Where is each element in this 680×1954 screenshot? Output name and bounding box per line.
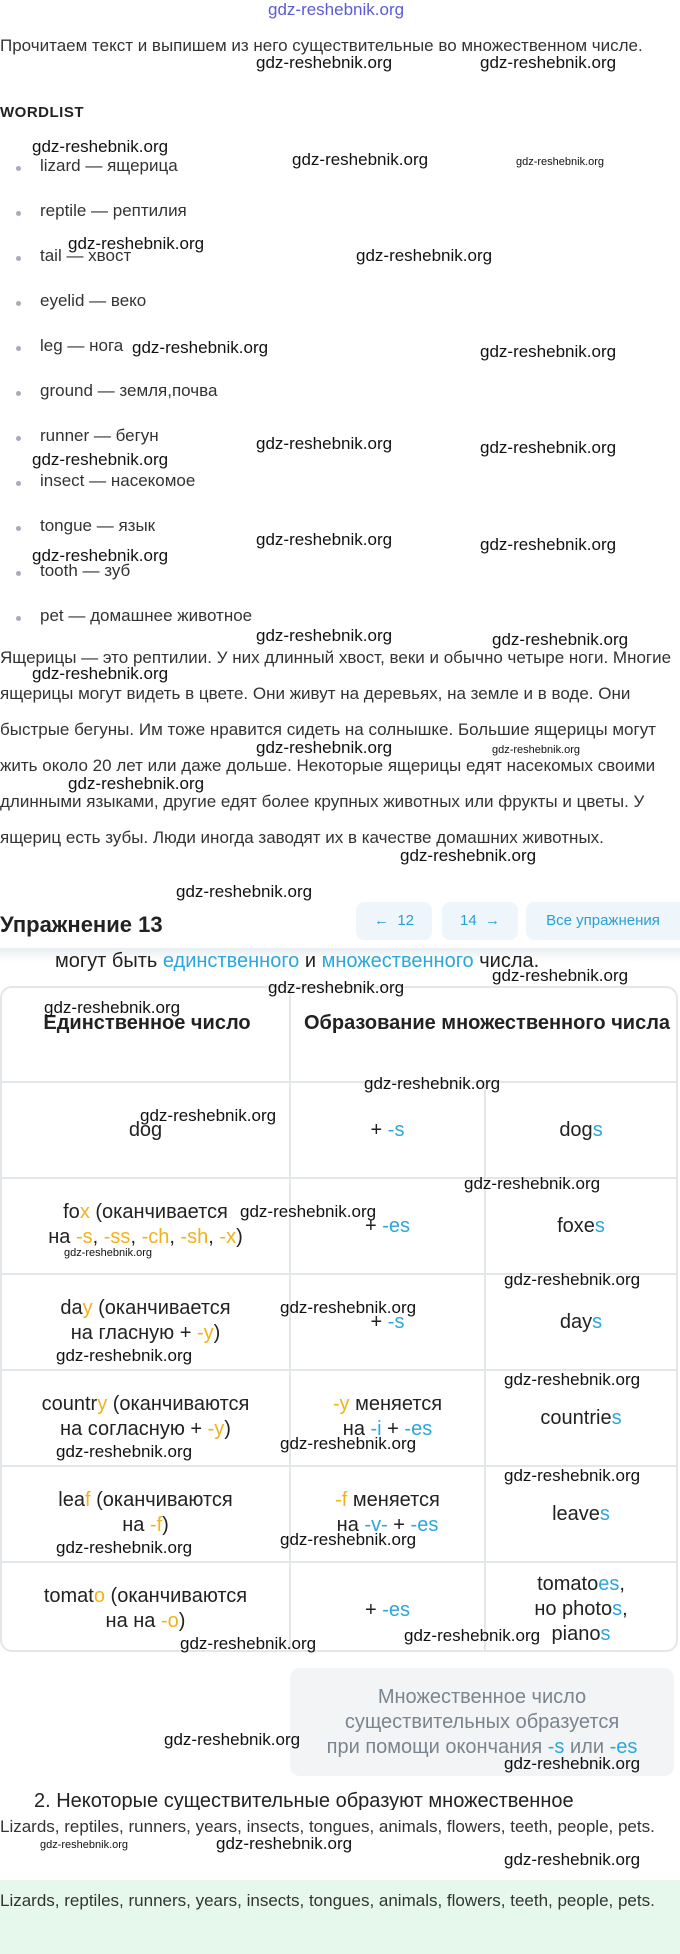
story-text: Ящерицы — это рептилии. У них длинный хвост, веки и обычно четыре ноги. Многие ящерицы могут видеть в цвете. Они живут на деревьях, на земле и в воде. Они быстрые бегуны. Им тоже нравится сидеть на солнышке. Большие ящерицы могут жить около 20 лет или даже дольше. Некоторые ящерицы едят насекомых своими длинными языками, другие едят более крупных животных или фрукты и цветы. У ящериц есть зубы. Люди иногда заводят их в качестве домашних животных. — [0, 648, 672, 847]
watermark: gdz-reshebnik.org — [480, 438, 617, 457]
next-exercise-button[interactable]: 14 → — [442, 902, 518, 940]
table-cell-rule: -f меняется на -v- + -es — [335, 1489, 440, 1536]
answer-highlight-text: Lizards, reptiles, runners, years, insects, tongues, animals, flowers, teeth, people, pets. — [0, 1891, 655, 1910]
prev-exercise-button[interactable]: ← 12 — [356, 902, 432, 940]
table-header-plural: Образование множественного числа — [303, 1012, 671, 1034]
watermark: gdz-reshebnik.org — [404, 1626, 541, 1645]
watermark: gdz-reshebnik.org — [292, 150, 429, 169]
table-cell-singular: dog — [128, 1119, 163, 1141]
watermark: gdz-reshebnik.org — [32, 664, 169, 683]
list-item: ground — земля,почва — [20, 381, 217, 401]
table-cell-plural: tomatoes, но photos, pianos — [534, 1573, 628, 1645]
watermark: gdz-reshebnik.org — [44, 998, 181, 1017]
table-cell-plural: foxes — [557, 1215, 605, 1237]
watermark: gdz-reshebnik.org — [464, 1174, 601, 1193]
table-cell-singular: tomato (оканчиваются на на -o) — [43, 1585, 248, 1632]
watermark: gdz-reshebnik.org — [268, 978, 405, 997]
table-cell-rule: + -s — [370, 1311, 405, 1333]
watermark: gdz-reshebnik.org — [400, 846, 537, 865]
list-item: tongue — язык — [20, 516, 155, 536]
table-cell-singular: country (оканчиваются на согласную + -y) — [41, 1393, 250, 1440]
watermark: gdz-reshebnik.org — [56, 1346, 193, 1365]
watermark: gdz-reshebnik.org — [256, 530, 393, 549]
table-cell-plural: dogs — [559, 1119, 603, 1141]
watermark: gdz-reshebnik.org — [504, 1754, 641, 1773]
watermark: gdz-reshebnik.org — [132, 338, 269, 357]
table-cell-plural: countries — [540, 1407, 622, 1429]
table-header-singular: Единственное число — [43, 1012, 251, 1034]
list-item: tooth — зуб — [20, 561, 130, 581]
watermark: gdz-reshebnik.org — [480, 53, 617, 72]
watermark: gdz-reshebnik.org — [140, 1106, 277, 1125]
table-cell-singular: day (оканчивается на гласную + -y) — [60, 1297, 231, 1344]
watermark: gdz-reshebnik.org — [504, 1270, 641, 1289]
watermark: gdz-reshebnik.org — [256, 626, 393, 645]
watermark: gdz-reshebnik.org — [180, 1634, 317, 1653]
watermark: gdz-reshebnik.org — [68, 234, 205, 253]
list-item: runner — бегун — [20, 426, 159, 446]
watermark: gdz-reshebnik.org — [356, 246, 493, 265]
watermark: gdz-reshebnik.org — [256, 53, 393, 72]
table-cell-plural: leaves — [552, 1503, 610, 1525]
watermark: gdz-reshebnik.org — [64, 1247, 153, 1259]
table-cell-singular: fox (оканчивается на -s, -ss, -ch, -sh, -x) — [48, 1201, 243, 1248]
all-exercises-button[interactable]: Все упражнения — [526, 902, 680, 940]
list-item: insect — насекомое — [20, 471, 195, 491]
watermark: gdz-reshebnik.org — [480, 535, 617, 554]
watermark: gdz-reshebnik.org — [256, 434, 393, 453]
watermark: gdz-reshebnik.org — [280, 1530, 417, 1549]
watermark: gdz-reshebnik.org — [268, 0, 405, 19]
arrow-right-icon: → — [485, 912, 501, 929]
watermark: gdz-reshebnik.org — [280, 1434, 417, 1453]
table-cell-rule: + -es — [364, 1599, 411, 1621]
watermark: gdz-reshebnik.org — [68, 774, 205, 793]
cut-text-2: 2. Некоторые существительные образуют множественное — [34, 1790, 574, 1810]
watermark: gdz-reshebnik.org — [32, 546, 169, 565]
table-cell-rule: + -es — [364, 1215, 411, 1237]
rule-note: Множественное число существительных образуется при помощи окончания -s или -es — [290, 1668, 674, 1776]
answer-text: Lizards, reptiles, runners, years, insects, tongues, animals, flowers, teeth, people, pets. — [0, 1817, 655, 1836]
cut-text: могут быть единственного и множественного числа. — [55, 950, 540, 972]
watermark: gdz-reshebnik.org — [40, 1839, 129, 1851]
watermark: gdz-reshebnik.org — [504, 1370, 641, 1389]
watermark: gdz-reshebnik.org — [164, 1730, 301, 1749]
table-cell-rule: + -s — [370, 1119, 405, 1141]
watermark: gdz-reshebnik.org — [216, 1834, 353, 1853]
watermark: gdz-reshebnik.org — [504, 1850, 641, 1869]
watermark: gdz-reshebnik.org — [492, 966, 629, 985]
watermark: gdz-reshebnik.org — [480, 342, 617, 361]
watermark: gdz-reshebnik.org — [280, 1298, 417, 1317]
watermark: gdz-reshebnik.org — [492, 630, 629, 649]
watermark: gdz-reshebnik.org — [56, 1442, 193, 1461]
list-item: pet — домашнее животное — [20, 606, 252, 626]
watermark: gdz-reshebnik.org — [56, 1538, 193, 1557]
watermark: gdz-reshebnik.org — [504, 1466, 641, 1485]
watermark: gdz-reshebnik.org — [492, 744, 581, 756]
watermark: gdz-reshebnik.org — [32, 450, 169, 469]
watermark: gdz-reshebnik.org — [176, 882, 313, 901]
list-item: leg — нога — [20, 336, 123, 356]
table-cell-rule: -y меняется на -i + -es — [332, 1393, 443, 1440]
list-item: tail — хвост — [20, 246, 131, 266]
table-cell-singular: leaf (оканчиваются на -f) — [58, 1489, 233, 1536]
watermark: gdz-reshebnik.org — [240, 1202, 377, 1221]
watermark: gdz-reshebnik.org — [32, 137, 169, 156]
watermark: gdz-reshebnik.org — [256, 738, 393, 757]
wordlist-title: WORDLIST — [0, 104, 84, 121]
exercise-title: Упражнение 13 — [0, 912, 163, 937]
list-item: lizard — ящерица — [20, 156, 178, 176]
list-item: reptile — рептилия — [20, 201, 187, 221]
watermark: gdz-reshebnik.org — [364, 1074, 501, 1093]
list-item: eyelid — веко — [20, 291, 146, 311]
table-cell-plural: days — [559, 1311, 603, 1333]
arrow-left-icon: ← — [373, 912, 389, 929]
watermark: gdz-reshebnik.org — [516, 156, 605, 168]
intro-text: Прочитаем текст и выпишем из него существительные во множественном числе. — [0, 36, 643, 55]
